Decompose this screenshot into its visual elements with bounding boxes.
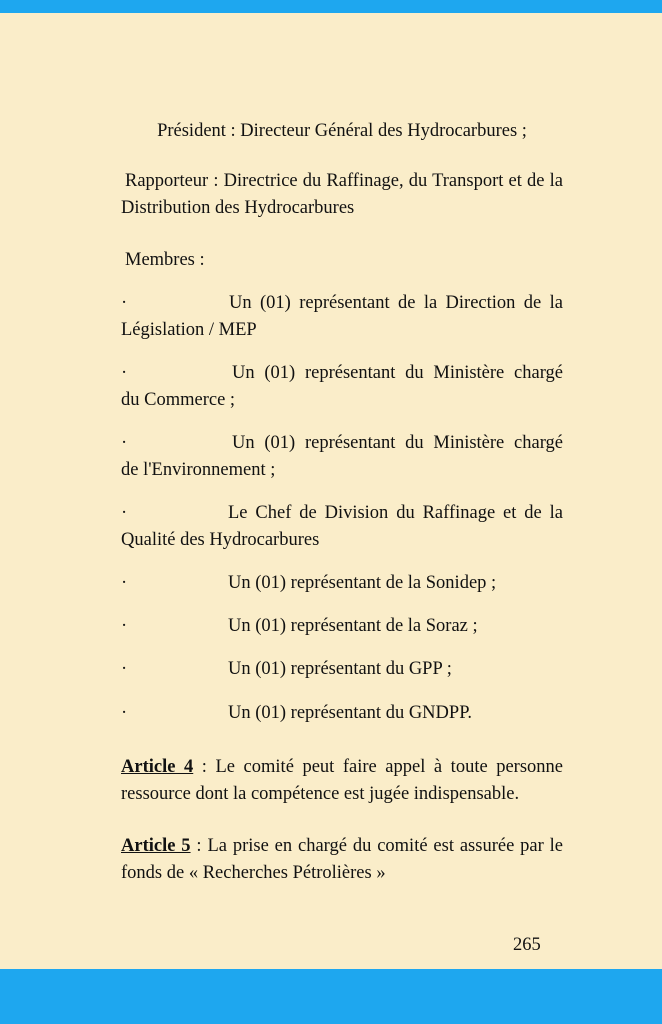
member-item (121, 430, 563, 484)
bullet-dot: · (121, 503, 128, 523)
top-accent-bar (0, 0, 662, 13)
article-4-text: : Le comité peut faire appel à toute personne ressource dont la compétence est jugée indispensable. (121, 757, 564, 804)
member-line-1: Un (01) représentant du GNDPP. (228, 703, 473, 723)
members-heading: Membres : (125, 250, 205, 270)
article-5-label: Article 5 (121, 836, 191, 856)
page-number: 265 (513, 935, 541, 955)
member-line-1: Un (01) représentant de la Sonidep ; (228, 573, 497, 593)
member-item (121, 500, 563, 554)
member-item (121, 613, 563, 640)
member-item (121, 290, 563, 344)
bullet-dot: · (121, 703, 128, 723)
bullet-dot: · (121, 363, 128, 383)
article-5-text: : La prise en chargé du comité est assurée par le fonds de « Recherches Pétrolières » (121, 836, 564, 883)
president-line: Président : Directeur Général des Hydrocarbures ; (157, 121, 527, 141)
member-line-2: Législation / MEP (121, 320, 257, 340)
bottom-accent-bar (0, 969, 662, 1024)
article-4-label: Article 4 (121, 757, 194, 777)
member-line-1: Un (01) représentant de la Direction de la (229, 293, 563, 313)
bullet-dot: · (121, 433, 128, 453)
member-line-1: Le Chef de Division du Raffinage et de la (228, 503, 563, 523)
member-line-1: Un (01) représentant du Ministère chargé (232, 433, 563, 453)
member-line-1: Un (01) représentant du GPP ; (228, 659, 452, 679)
bullet-dot: · (121, 573, 128, 593)
member-line-1: Un (01) représentant de la Soraz ; (228, 616, 478, 636)
bullet-dot: · (121, 659, 128, 679)
member-line-2: Qualité des Hydrocarbures (121, 530, 320, 550)
bullet-dot: · (121, 293, 128, 313)
article-4-paragraph (121, 754, 563, 808)
member-item (121, 570, 563, 597)
bullet-dot: · (121, 616, 128, 636)
article-5-paragraph (121, 833, 563, 887)
member-item (121, 360, 563, 414)
member-line-2: du Commerce ; (121, 390, 236, 410)
member-item (121, 656, 563, 683)
member-line-1: Un (01) représentant du Ministère chargé (232, 363, 563, 383)
rapporteur-paragraph: Rapporteur : Directrice du Raffinage, du Transport et de la Distribution des Hydrocarbures (121, 171, 563, 218)
member-line-2: de l'Environnement ; (121, 460, 276, 480)
member-item (121, 700, 563, 727)
